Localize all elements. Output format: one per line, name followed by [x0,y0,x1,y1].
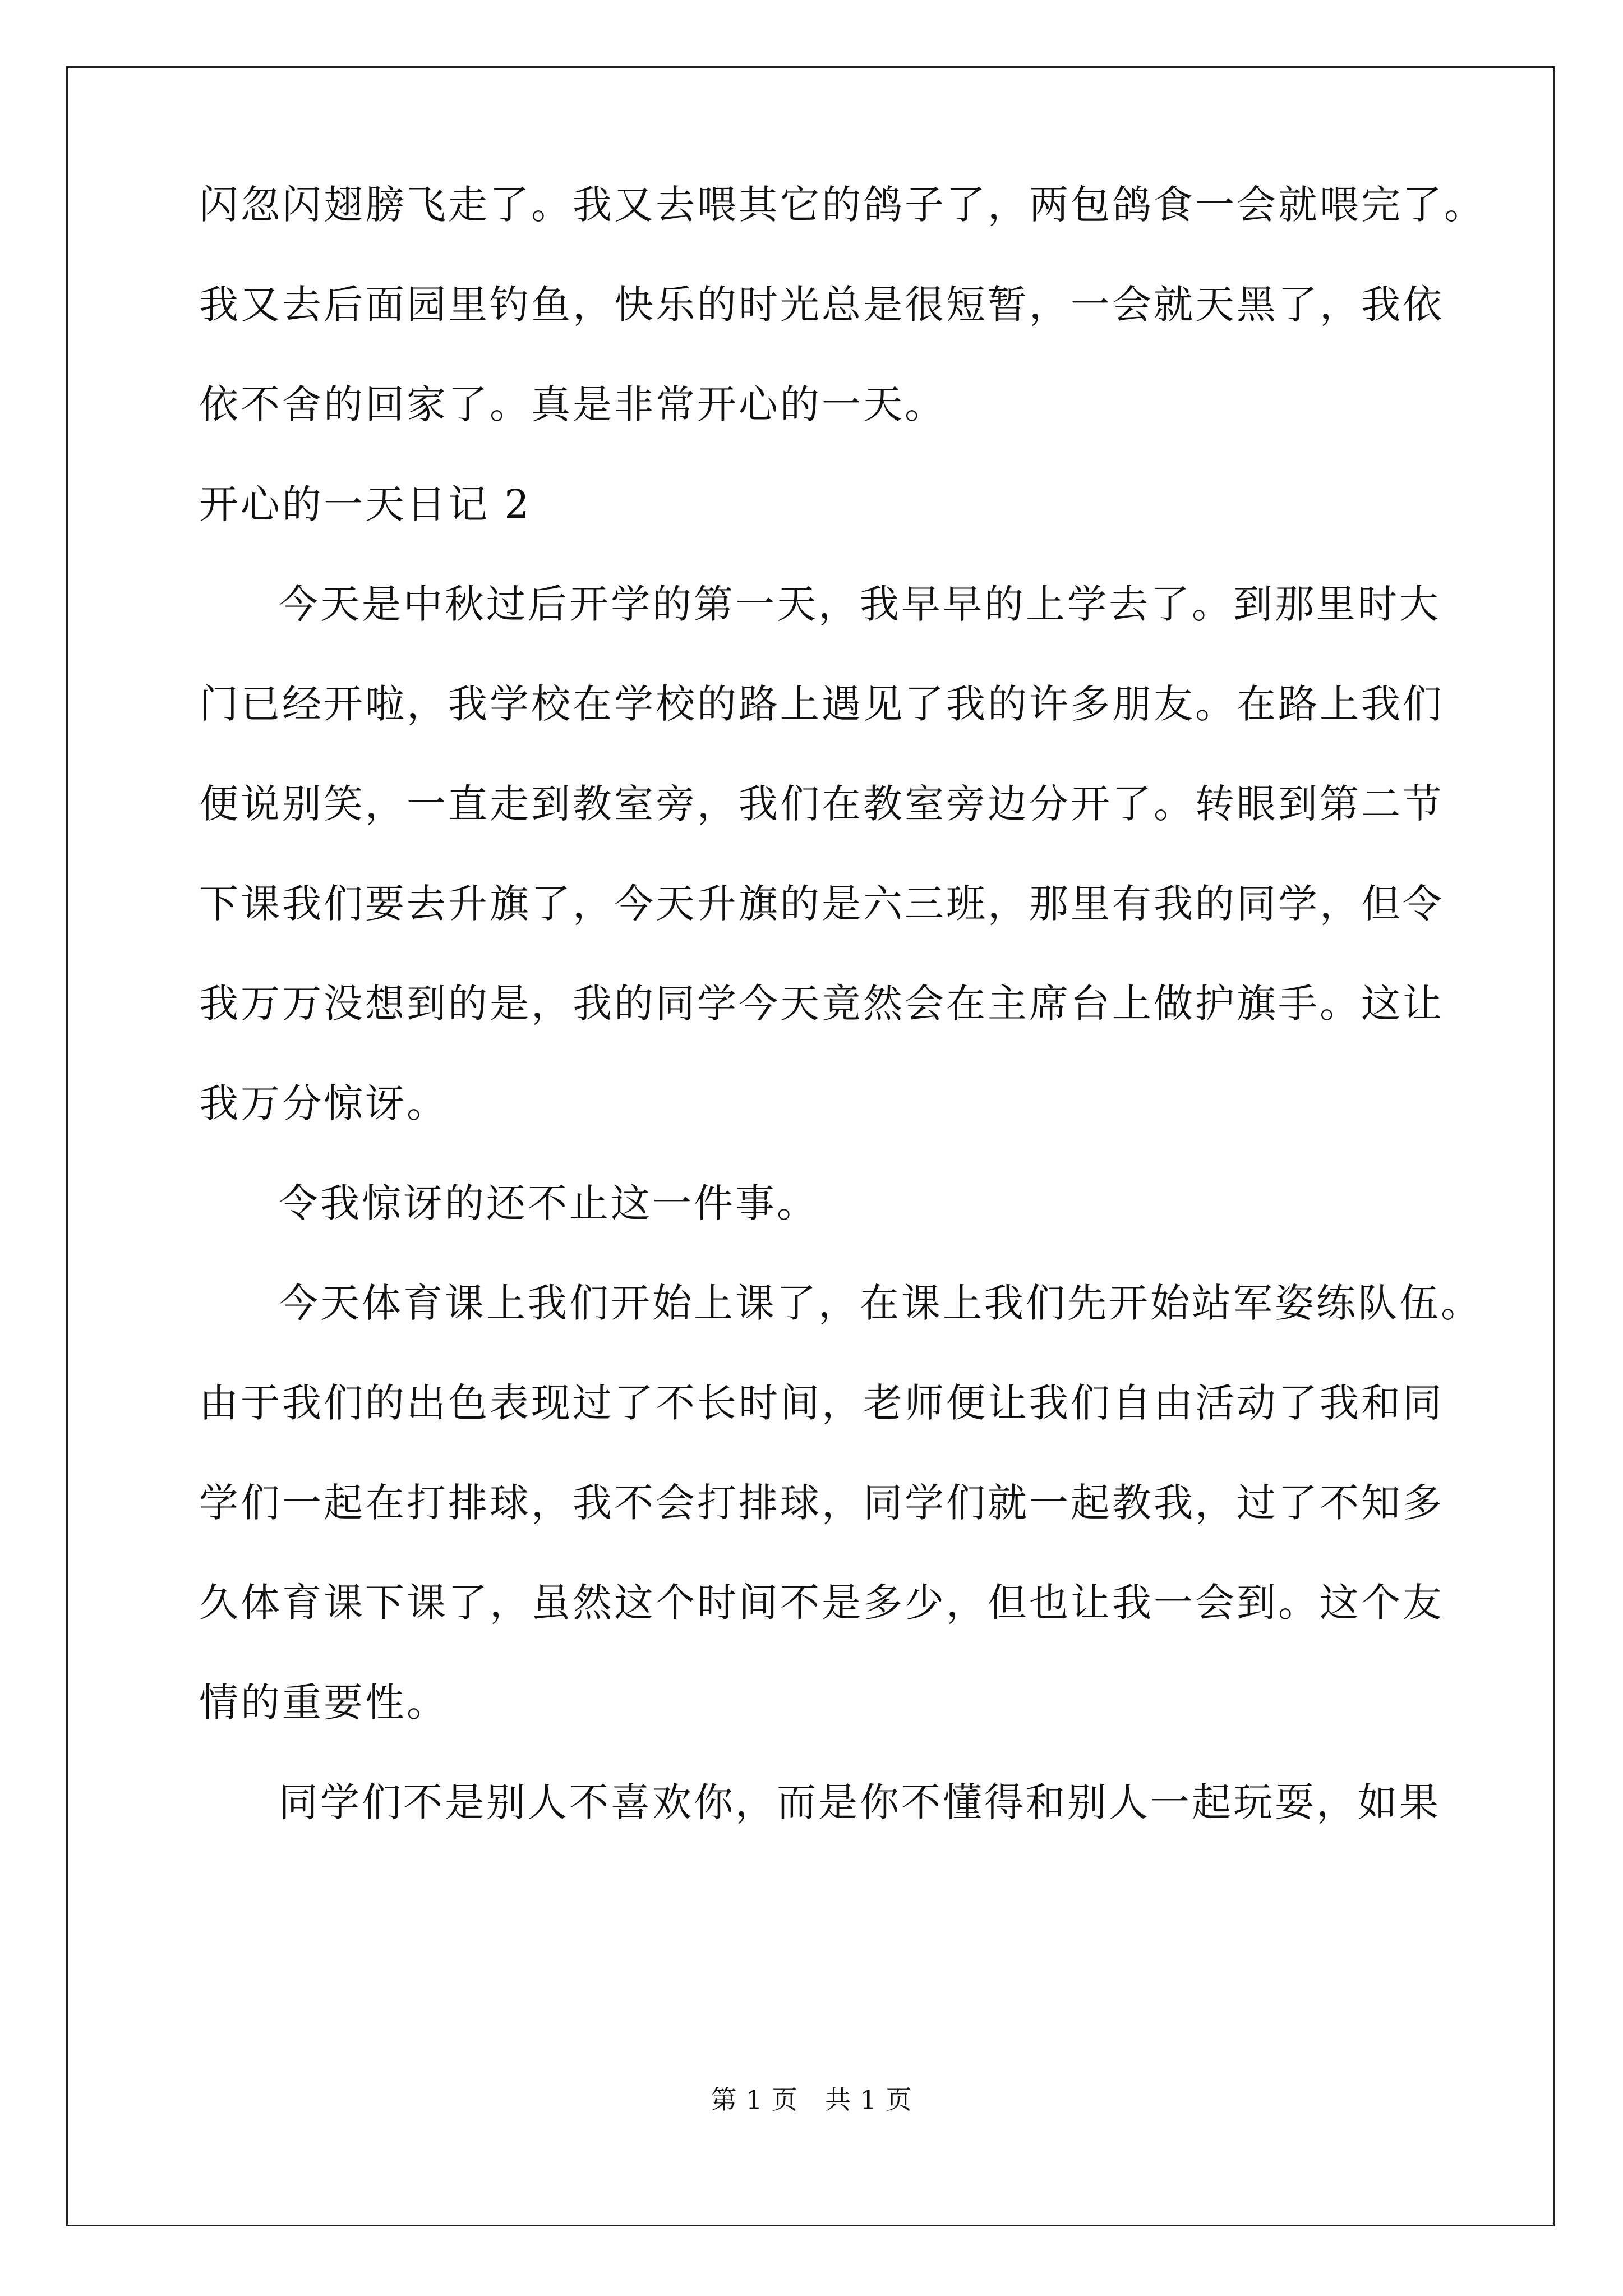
text-line: 依不舍的回家了。真是非常开心的一天。 [199,381,946,427]
text-line: 久体育课下课了，虽然这个时间不是多少，但也让我一会到。这个友 [199,1580,1444,1626]
text-line: 便说别笑，一直走到教室旁，我们在教室旁边分开了。转眼到第二节 [199,781,1444,827]
text-line: 我又去后面园里钓鱼，快乐的时光总是很短暂，一会就天黑了，我依 [199,282,1444,328]
text-line: 今天是中秋过后开学的第一天，我早早的上学去了。到那里时大 [279,581,1441,627]
text-line: 我万分惊讶。 [199,1080,448,1126]
page-footer [0,2087,1623,2113]
text-line: 学们一起在打排球，我不会打排球，同学们就一起教我，过了不知多 [199,1480,1444,1526]
text-line: 令我惊讶的还不止这一件事。 [279,1180,818,1226]
document-body [199,182,1486,1883]
page-number-total: 共 1 页 [825,2085,912,2115]
text-line: 由于我们的出色表现过了不长时间，老师便让我们自由活动了我和同 [199,1380,1444,1426]
text-line: 我万万没想到的是，我的同学今天竟然会在主席台上做护旗手。这让 [199,981,1444,1027]
page-number-current: 第 1 页 [711,2085,798,2115]
text-line: 今天体育课上我们开始上课了，在课上我们先开始站军姿练队伍。 [279,1280,1482,1326]
text-line: 同学们不是别人不喜欢你，而是你不懂得和别人一起玩耍，如果 [279,1779,1441,1825]
text-line: 情的重要性。 [199,1680,448,1726]
section-heading: 开心的一天日记 2 [199,481,532,527]
text-line: 闪忽闪翅膀飞走了。我又去喂其它的鸽子了，两包鸽食一会就喂完了。 [199,182,1486,228]
text-line: 下课我们要去升旗了，今天升旗的是六三班，那里有我的同学，但令 [199,881,1444,927]
text-line: 门已经开啦，我学校在学校的路上遇见了我的许多朋友。在路上我们 [199,681,1444,727]
